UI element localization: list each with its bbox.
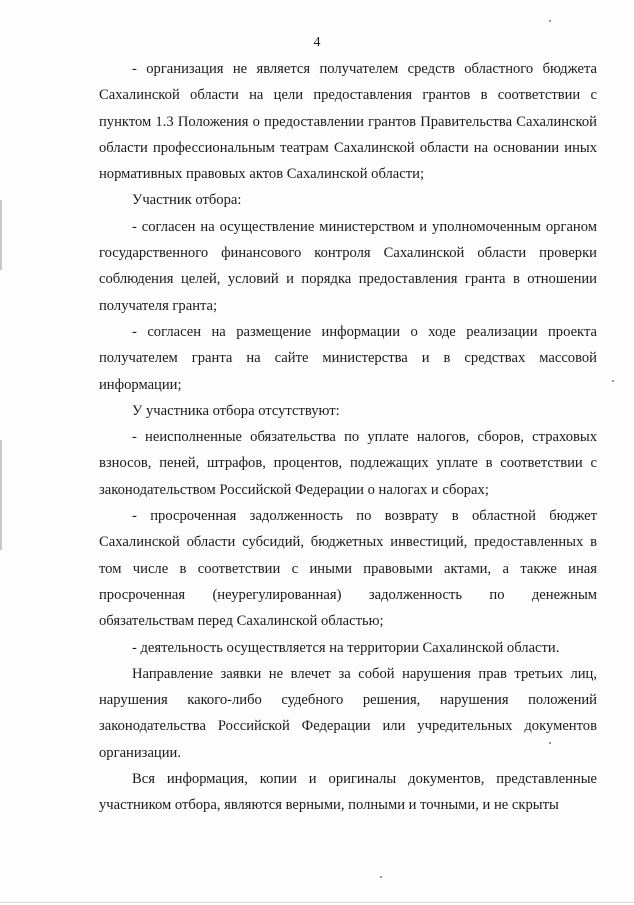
- scan-edge-mark: [0, 200, 2, 270]
- paragraph-participant-heading: Участник отбора:: [132, 192, 242, 209]
- scan-bottom-edge: [0, 902, 634, 903]
- paragraph-information-accuracy: Вся информация, копии и оригиналы документов, представленные участником отбора, являются верными, полными и точными, и не скрыты: [99, 771, 597, 814]
- scan-edge-mark: [0, 440, 2, 550]
- scan-speck: [549, 20, 551, 22]
- scan-speck: [549, 742, 551, 744]
- paragraph-overdue-debt: - просроченная задолженность по возврату в областной бюджет Сахалинской области субсидий, бюджетных инвестиций, предоставленных в том числе в соответствии с иными правовыми актами, а также иная просроченная (неурегулированная) задолженность по денежным обязательствам перед Сахалинской областью;: [99, 508, 597, 630]
- paragraph-consent-publication: - согласен на размещение информации о ходе реализации проекта получателем гранта на сайте министерства и в средствах массовой информации;: [99, 323, 597, 393]
- paragraph-application-no-violation: Направление заявки не влечет за собой нарушения прав третьих лиц, нарушения какого-либо судебного решения, нарушения положений законодательства Российской Федерации или учредительных документов организации.: [99, 665, 597, 761]
- document-body: [99, 56, 597, 819]
- scan-speck: [380, 876, 382, 878]
- paragraph-activity-territory: - деятельность осуществляется на территории Сахалинской области.: [132, 639, 560, 656]
- paragraph-consent-inspection: - согласен на осуществление министерством и уполномоченным органом государственного финансового контроля Сахалинской области проверки соблюдения целей, условий и порядка предоставления гранта в отношении получателя гранта;: [99, 218, 597, 314]
- scan-speck: [612, 380, 614, 382]
- page-number: 4: [313, 35, 321, 50]
- paragraph-organization-not-recipient: - организация не является получателем средств областного бюджета Сахалинской области на цели предоставления грантов в соответствии с пунктом 1.3 Положения о предоставлении грантов Правительства Сахалинской области профессиональным театрам Сахалинской области на основании иных нормативных правовых актов Сахалинской области;: [99, 61, 597, 183]
- paragraph-unpaid-obligations: - неисполненные обязательства по уплате налогов, сборов, страховых взносов, пеней, штрафов, процентов, подлежащих уплате в соответствии с законодательством Российской Федерации о налогах и сборах;: [99, 429, 597, 498]
- paragraph-absent-heading: У участника отбора отсутствуют:: [132, 402, 340, 419]
